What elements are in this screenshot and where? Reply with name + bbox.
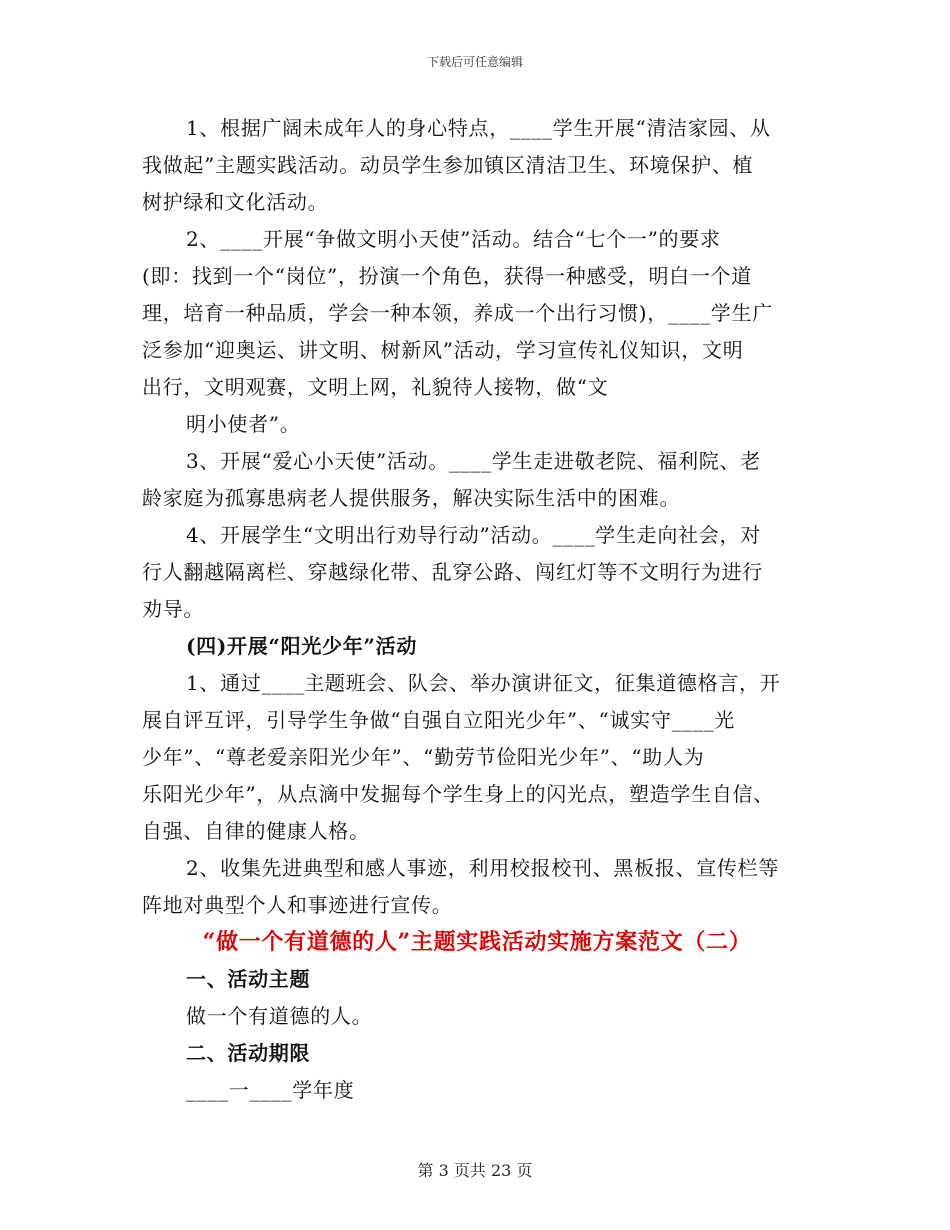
text-line: 理，培育一种品质，学会一种本领，养成一个出行习惯)，____学生广 <box>142 301 773 325</box>
page-header: 下载后可任意编辑 <box>426 55 523 69</box>
text-line: ____一____学年度 <box>186 1078 355 1102</box>
document-title: “做一个有道德的人”主题实践活动实施方案范文（二） <box>202 929 752 955</box>
text-line: 自强、自律的健康人格。 <box>142 819 370 843</box>
section-heading: 一、活动主题 <box>186 967 311 991</box>
section-heading: (四)开展“阳光少年”活动 <box>186 634 418 658</box>
section-heading: 二、活动期限 <box>186 1041 311 1065</box>
text-line: 劝导。 <box>142 597 205 621</box>
text-line: 行人翻越隔离栏、穿越绿化带、乱穿公路、闯红灯等不文明行为进行 <box>142 560 763 584</box>
text-line: (即：找到一个“岗位”，扮演一个角色，获得一种感受，明白一个道 <box>142 264 752 288</box>
text-line: 做一个有道德的人。 <box>186 1004 373 1028</box>
text-line: 我做起”主题实践活动。动员学生参加镇区清洁卫生、环境保护、植 <box>142 153 754 177</box>
text-line: 明小使者”。 <box>186 412 301 436</box>
text-line: 展自评互评，引导学生争做“自强自立阳光少年”、“诚实守____光 <box>142 708 736 732</box>
page-footer: 第 3 页共 23 页 <box>417 1161 533 1180</box>
document-body <box>142 110 808 1109</box>
text-line: 龄家庭为孤寡患病老人提供服务，解决实际生活中的困难。 <box>142 486 681 510</box>
text-line: 泛参加“迎奥运、讲文明、树新风”活动，学习宣传礼仪知识，文明 <box>142 338 744 362</box>
text-line: 3、开展“爱心小天使”活动。____学生走进敬老院、福利院、老 <box>186 449 761 473</box>
text-line: 阵地对典型个人和事迹进行宣传。 <box>142 893 453 917</box>
text-line: 1、根据广阔未成年人的身心特点，____学生开展“清洁家园、从 <box>186 116 771 140</box>
text-line: 树护绿和文化活动。 <box>142 190 329 214</box>
text-line: 出行，文明观赛，文明上网，礼貌待人接物，做“文 <box>142 375 609 399</box>
text-line: 少年”、“尊老爱亲阳光少年”、“勤劳节俭阳光少年”、“助人为 <box>142 745 705 769</box>
text-line: 乐阳光少年”，从点滴中发掘每个学生身上的闪光点，塑造学生自信、 <box>142 782 774 806</box>
text-line: 4、开展学生“文明出行劝导行动”活动。____学生走向社会，对 <box>186 523 761 547</box>
text-line: 2、____开展“争做文明小天使”活动。结合“七个一”的要求 <box>186 227 721 251</box>
text-line: 2、收集先进典型和感人事迹，利用校报校刊、黑板报、宣传栏等 <box>186 856 780 880</box>
text-line: 1、通过____主题班会、队会、举办演讲征文，征集道德格言，开 <box>186 671 781 695</box>
